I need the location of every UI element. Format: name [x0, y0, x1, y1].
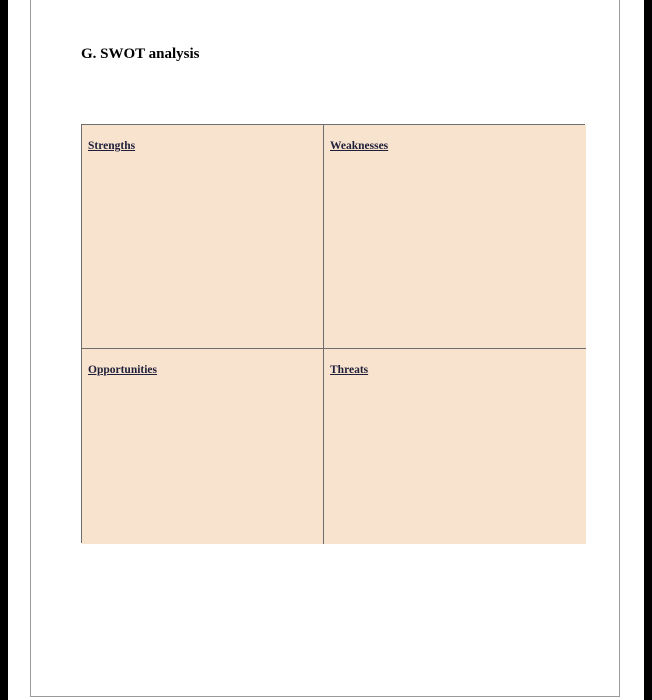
threats-label: Threats — [330, 364, 369, 376]
strengths-label: Strengths — [88, 140, 136, 152]
swot-grid — [81, 124, 585, 543]
weaknesses-label: Weaknesses — [330, 140, 389, 152]
opportunities-label: Opportunities — [88, 364, 158, 376]
threats-cell — [324, 349, 586, 544]
opportunities-cell — [82, 349, 324, 544]
strengths-cell — [82, 125, 324, 349]
section-title: G. SWOT analysis — [81, 46, 200, 62]
document-page — [8, 0, 644, 700]
weaknesses-cell — [324, 125, 586, 349]
